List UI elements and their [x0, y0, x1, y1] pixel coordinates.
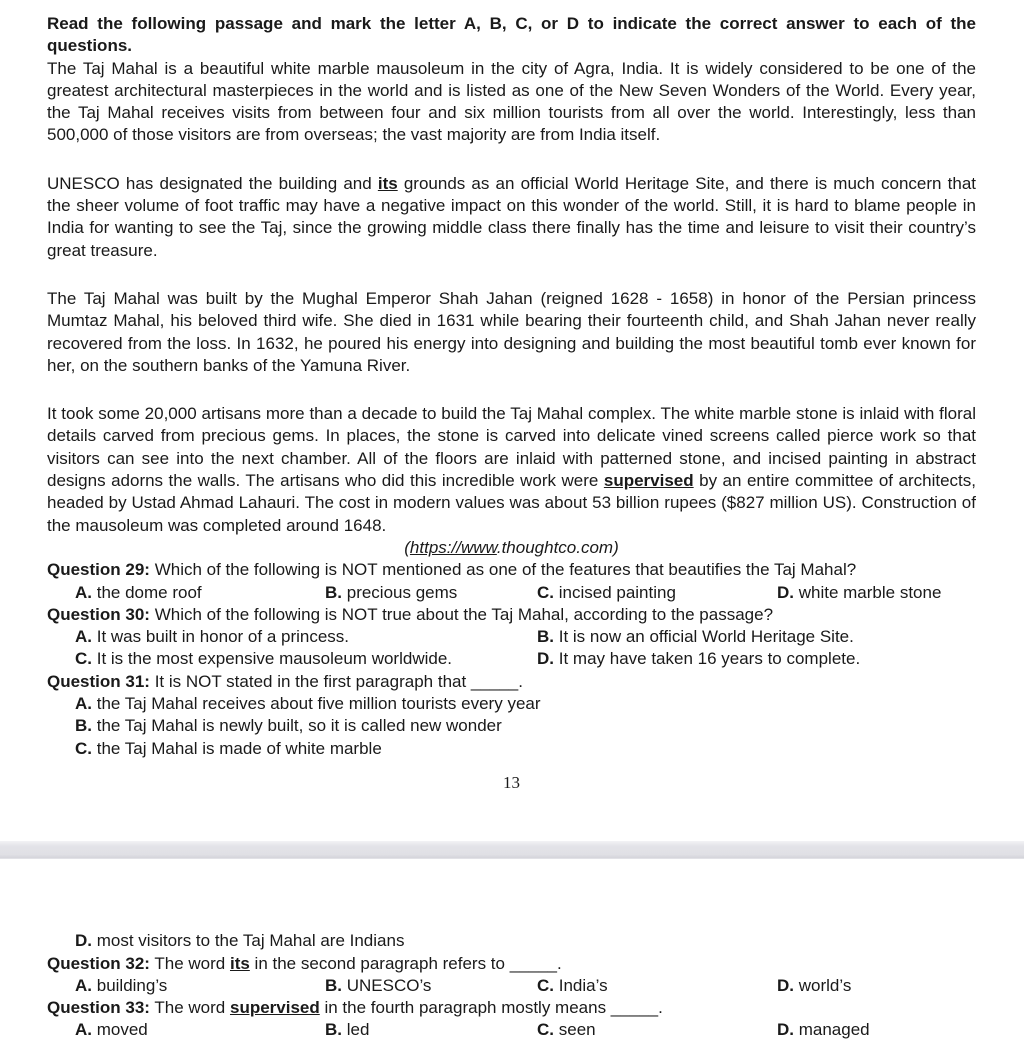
citation-rest: .thoughtco.com)	[496, 537, 619, 557]
source-citation	[47, 537, 976, 559]
q29-option-b-text: precious gems	[346, 582, 458, 602]
q30-option-c	[75, 648, 452, 670]
q32-option-b	[325, 975, 431, 997]
q31-option-d	[47, 930, 976, 952]
q32-option-c	[537, 975, 608, 997]
question-30-options-row-2	[47, 648, 976, 670]
question-30	[47, 604, 976, 626]
question-29-label: Question 29:	[47, 560, 150, 580]
q31-option-a-text: the Taj Mahal receives about five million tourists every year	[96, 694, 541, 714]
q29-option-c-letter: C.	[537, 582, 554, 602]
q32-option-c-letter: C.	[537, 975, 554, 995]
question-32-text-post: in the second paragraph refers to _____.	[249, 953, 562, 973]
question-32-label: Question 32:	[47, 953, 150, 973]
q31-option-c-letter: C.	[75, 738, 92, 758]
q31-option-b	[47, 715, 976, 737]
q33-option-a-letter: A.	[75, 1020, 92, 1040]
q29-option-c-text: incised painting	[558, 582, 676, 602]
q33-option-d	[777, 1019, 870, 1041]
passage-paragraph-2	[47, 173, 976, 262]
question-31	[47, 671, 976, 693]
q32-option-b-text: UNESCO’s	[346, 975, 432, 995]
question-33-text-post: in the fourth paragraph mostly means _____.	[319, 998, 663, 1018]
question-32-text-pre: The word	[149, 953, 230, 973]
q32-option-b-letter: B.	[325, 975, 342, 995]
q31-option-c	[47, 738, 976, 760]
paragraph-2-text-post: grounds as an official World Heritage Site, and there is much concern that the sheer volume of foot traffic may have a negative impact on this wonder of the world. Still, it is hard to blame people in India for wanting to see the Taj, since the growing middle class there finally has the time and leisure to visit their country’s great treasure.	[47, 173, 976, 260]
passage-paragraph-4	[47, 403, 976, 537]
q32-option-a-text: building’s	[96, 975, 168, 995]
passage-paragraph-3: The Taj Mahal was built by the Mughal Emperor Shah Jahan (reigned 1628 - 1658) in honor of the Persian princess Mumtaz Mahal, his beloved third wife. She died in 1631 while bearing their fourteenth child, and Shah Jahan never really recovered from the loss. In 1632, he poured his energy into designing and building the most beautiful tomb ever known for her, on the southern banks of the Yamuna River.	[47, 288, 976, 375]
q29-option-b-letter: B.	[325, 582, 342, 602]
question-33-text-pre: The word	[149, 998, 230, 1018]
instructions-line: Read the following passage and mark the letter A, B, C, or D to indicate the correct answer to each of the questions.	[47, 14, 976, 56]
page-number: 13	[503, 772, 520, 792]
q32-keyword-its: its	[229, 953, 250, 973]
q33-option-b-text: led	[346, 1020, 370, 1040]
q29-option-d	[777, 582, 941, 604]
question-29-options	[47, 582, 976, 604]
q30-option-b-letter: B.	[537, 627, 554, 647]
question-30-text: Which of the following is NOT true about the Taj Mahal, according to the passage?	[149, 604, 774, 624]
q33-option-c-letter: C.	[537, 1020, 554, 1040]
citation-open-paren: (	[404, 537, 410, 557]
q33-option-d-letter: D.	[777, 1020, 794, 1040]
q29-option-d-text: white marble stone	[798, 582, 942, 602]
q31-option-b-text: the Taj Mahal is newly built, so it is called new wonder	[96, 716, 502, 736]
question-30-options-row-1	[47, 626, 976, 648]
q29-option-a-letter: A.	[75, 582, 92, 602]
q33-option-b-letter: B.	[325, 1020, 342, 1040]
paragraph-2-text-pre: UNESCO has designated the building and	[47, 173, 378, 193]
q33-option-d-text: managed	[798, 1020, 870, 1040]
q33-option-b	[325, 1019, 369, 1041]
q29-option-a-text: the dome roof	[96, 582, 202, 602]
keyword-its: its	[377, 173, 398, 193]
question-29-text: Which of the following is NOT mentioned as one of the features that beautifies the Taj Mahal?	[149, 560, 857, 580]
q33-option-c	[537, 1019, 596, 1041]
q32-option-a	[75, 975, 167, 997]
q30-option-a-letter: A.	[75, 627, 92, 647]
page-separator	[0, 841, 1024, 859]
q30-option-a	[75, 626, 349, 648]
question-31-text: It is NOT stated in the first paragraph that _____.	[149, 671, 523, 691]
question-31-label: Question 31:	[47, 671, 150, 691]
q30-option-b	[537, 626, 854, 648]
q33-option-a-text: moved	[96, 1020, 148, 1040]
question-30-label: Question 30:	[47, 604, 150, 624]
q29-option-a	[75, 582, 202, 604]
paragraph-4-text-pre: It took some 20,000 artisans more than a decade to build the Taj Mahal complex. The white marble stone is inlaid with floral details carved from precious gems. In places, the stone is carved into delicate vined screens called pierce work so that visitors can see into the next chamber. All of the floors are inlaid with patterned stone, and incised painting in abstract designs adorns the walls. The artisans who did this incredible work were	[47, 404, 976, 491]
q30-option-c-text: It is the most expensive mausoleum worldwide.	[96, 649, 452, 669]
question-32-options	[47, 975, 976, 997]
q32-option-a-letter: A.	[75, 975, 92, 995]
page-2	[0, 859, 1024, 1041]
q30-option-b-text: It is now an official World Heritage Site.	[558, 627, 854, 647]
q31-option-a-letter: A.	[75, 694, 92, 714]
q30-option-d-text: It may have taken 16 years to complete.	[558, 649, 861, 669]
q30-option-a-text: It was built in honor of a princess.	[96, 627, 350, 647]
question-29	[47, 559, 976, 581]
q30-option-c-letter: C.	[75, 649, 92, 669]
q31-option-c-text: the Taj Mahal is made of white marble	[96, 738, 382, 758]
q33-option-c-text: seen	[558, 1020, 596, 1040]
q32-option-d-text: world’s	[798, 975, 852, 995]
q33-option-a	[75, 1019, 148, 1041]
q32-option-c-text: India’s	[558, 975, 608, 995]
q29-option-c	[537, 582, 676, 604]
q30-option-d-letter: D.	[537, 649, 554, 669]
instructions-text	[47, 13, 976, 58]
paragraph-4-text-post: by an entire committee of architects, headed by Ustad Ahmad Lahauri. The cost in modern values was about 53 billion rupees ($827 million US). Construction of the mausoleum was completed around 1648.	[47, 471, 976, 535]
question-33-options	[47, 1019, 976, 1041]
q31-option-b-letter: B.	[75, 716, 92, 736]
passage-paragraph-1: The Taj Mahal is a beautiful white marble mausoleum in the city of Agra, India. It is widely considered to be one of the greatest architectural masterpieces in the world and is listed as one of the New Seven Wonders of the World. Every year, the Taj Mahal receives visits from between four and six million tourists from all over the world. Interestingly, less than 500,000 of those visitors are from overseas; the vast majority are from India itself.	[47, 58, 976, 145]
question-33-label: Question 33:	[47, 998, 150, 1018]
q31-option-a	[47, 693, 976, 715]
q31-option-d-text: most visitors to the Taj Mahal are Indians	[96, 931, 405, 951]
q30-option-d	[537, 648, 860, 670]
q29-option-b	[325, 582, 457, 604]
q32-option-d	[777, 975, 851, 997]
q33-keyword-supervised: supervised	[229, 998, 320, 1018]
question-33	[47, 997, 976, 1019]
q31-option-d-letter: D.	[75, 931, 92, 951]
citation-url-underlined: https://www	[409, 537, 497, 557]
q29-option-d-letter: D.	[777, 582, 794, 602]
keyword-supervised: supervised	[603, 471, 694, 491]
q32-option-d-letter: D.	[777, 975, 794, 995]
question-32	[47, 953, 976, 975]
